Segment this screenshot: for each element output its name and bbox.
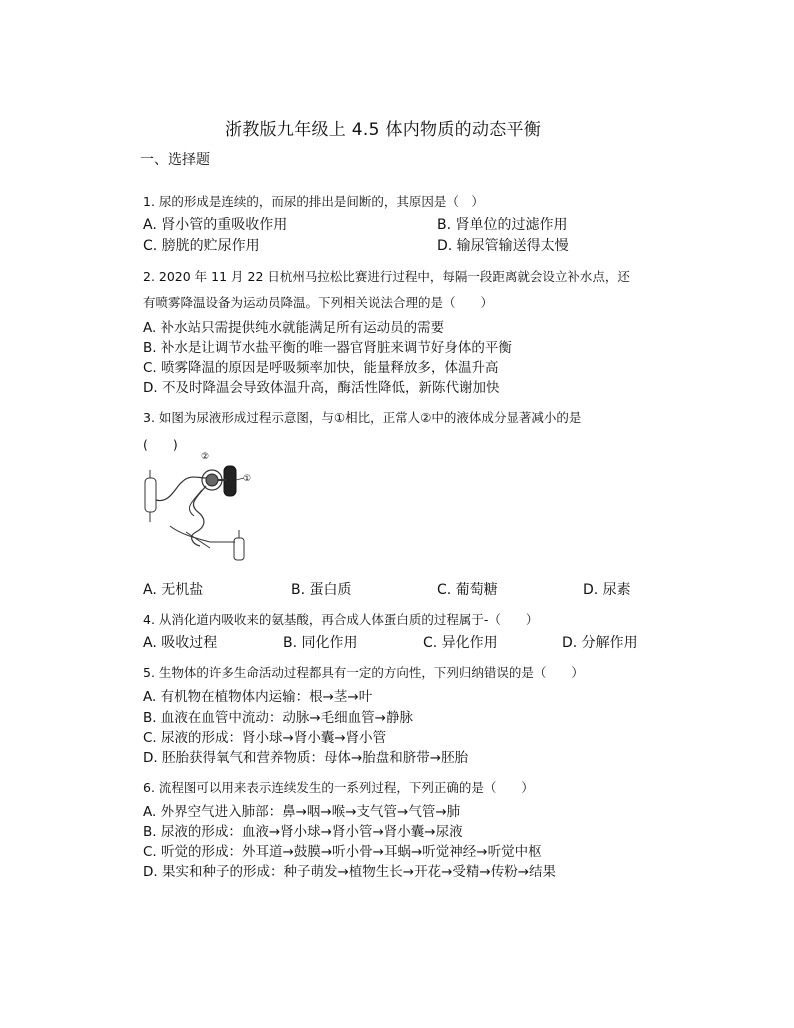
q1-option-c[interactable]: C. 膀胱的贮尿作用 xyxy=(143,238,260,254)
section-heading: 一、选择题 xyxy=(140,152,210,168)
q4-stem: 4. 从消化道内吸收来的氨基酸，再合成人体蛋白质的过程属于-（ ） xyxy=(143,612,539,627)
q3-option-d[interactable]: D. 尿素 xyxy=(583,582,631,598)
q2-option-d[interactable]: D. 不及时降温会导致体温升高，酶活性降低，新陈代谢加快 xyxy=(143,380,500,396)
q6-stem: 6. 流程图可以用来表示连续发生的一系列过程，下列正确的是（ ） xyxy=(143,780,534,795)
q1-stem: 1. 尿的形成是连续的，而尿的排出是间断的，其原因是（ ） xyxy=(143,194,484,209)
q6-option-a[interactable]: A. 外界空气进入肺部：鼻→咽→喉→支气管→气管→肺 xyxy=(143,804,461,820)
q2-option-c[interactable]: C. 喷雾降温的原因是呼吸频率加快，能量释放多，体温升高 xyxy=(143,360,499,376)
fig-label-2: ② xyxy=(201,452,210,462)
q5-option-c[interactable]: C. 尿液的形成：肾小球→肾小囊→肾小管 xyxy=(143,730,387,746)
q4-option-d[interactable]: D. 分解作用 xyxy=(562,635,638,651)
nephron-diagram xyxy=(140,456,260,564)
q2-option-b[interactable]: B. 补水是让调节水盐平衡的唯一器官肾脏来调节好身体的平衡 xyxy=(143,340,512,356)
q3-stem-line2: ( ) xyxy=(143,437,178,452)
q1-option-d[interactable]: D. 输尿管输送得太慢 xyxy=(437,238,569,254)
q2-stem-line1: 2. 2020 年 11 月 22 日杭州马拉松比赛进行过程中，每隔一段距离就会设立补水点，还 xyxy=(143,269,630,284)
q4-option-a[interactable]: A. 吸收过程 xyxy=(143,635,218,651)
q6-option-d[interactable]: D. 果实和种子的形成：种子萌发→植物生长→开花→受精→传粉→结果 xyxy=(143,864,557,880)
q5-stem: 5. 生物体的许多生命活动过程都具有一定的方向性，下列归纳错误的是（ ） xyxy=(143,665,584,680)
fig-label-1: ① xyxy=(243,474,252,484)
q2-option-a[interactable]: A. 补水站只需提供纯水就能满足所有运动员的需要 xyxy=(143,320,445,336)
q5-option-a[interactable]: A. 有机物在植物体内运输：根→茎→叶 xyxy=(143,689,373,705)
q5-option-d[interactable]: D. 胚胎获得氧气和营养物质：母体→胎盘和脐带→胚胎 xyxy=(143,750,469,766)
q1-option-b[interactable]: B. 肾单位的过滤作用 xyxy=(437,217,568,233)
q5-option-b[interactable]: B. 血液在血管中流动：动脉→毛细血管→静脉 xyxy=(143,710,413,726)
page-title: 浙教版九年级上 4.5 体内物质的动态平衡 xyxy=(225,120,542,140)
q3-option-c[interactable]: C. 葡萄糖 xyxy=(437,582,498,598)
q4-option-b[interactable]: B. 同化作用 xyxy=(283,635,358,651)
q1-option-a[interactable]: A. 肾小管的重吸收作用 xyxy=(143,217,288,233)
q3-option-a[interactable]: A. 无机盐 xyxy=(143,582,204,598)
q3-stem-line1: 3. 如图为尿液形成过程示意图，与①相比，正常人②中的液体成分显著减小的是 xyxy=(143,410,582,425)
q6-option-b[interactable]: B. 尿液的形成：血液→肾小球→肾小管→肾小囊→尿液 xyxy=(143,824,463,840)
q4-option-c[interactable]: C. 异化作用 xyxy=(423,635,498,651)
q2-stem-line2: 有喷雾降温设备为运动员降温。下列相关说法合理的是（ ） xyxy=(143,295,494,310)
q3-option-b[interactable]: B. 蛋白质 xyxy=(291,582,352,598)
q6-option-c[interactable]: C. 听觉的形成：外耳道→鼓膜→听小骨→耳蜗→听觉神经→听觉中枢 xyxy=(143,844,542,860)
